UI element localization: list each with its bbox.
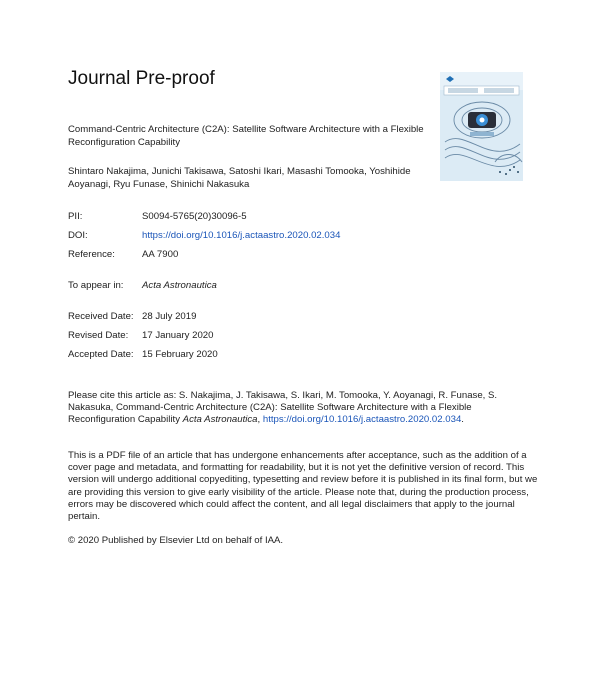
cover-illustration — [440, 72, 523, 181]
citation-doi-link[interactable]: https://doi.org/10.1016/j.actaastro.2020.02.034 — [262, 414, 462, 426]
pii-value: S0094-5765(20)30096-5 — [142, 211, 247, 222]
accepted-label: Accepted Date: — [68, 349, 134, 360]
citation-paragraph — [68, 390, 538, 427]
accepted-date: 15 February 2020 — [142, 349, 218, 360]
received-date: 28 July 2019 — [142, 311, 197, 322]
appear-label: To appear in: — [68, 280, 124, 291]
reference-value: AA 7900 — [142, 249, 179, 260]
page-title: Journal Pre-proof — [68, 68, 215, 89]
revised-label: Revised Date: — [68, 330, 129, 341]
notice-paragraph: This is a PDF file of an article that has undergone enhancements after acceptance, such as the addition of a cover page and metadata, and formatting for readability, but it is not yet the definitive version of record. This version will undergo additional copyediting, typesetting and review before it is published in its final form, but we are providing this version to give early visibility of the article. Please note that, during the production process, errors may be discovered which could affect the content, and all legal disclaimers that apply to the journal pertain. — [68, 450, 538, 523]
citation-end: . — [461, 414, 464, 426]
doi-label: DOI: — [68, 230, 88, 241]
revised-date: 17 January 2020 — [142, 330, 214, 341]
reference-label: Reference: — [68, 249, 115, 260]
pii-label: PII: — [68, 211, 83, 222]
citation-text: Please cite this article as: S. Nakajima, J. Takisawa, S. Ikari, M. Tomooka, Y. Aoyanagi, R. Funase, S. Nakasuka, Command-Centric Architecture (C2A): Satellite Software Architecture with a Flexible Reconfiguration Capability — [68, 390, 498, 426]
doi-link[interactable]: https://doi.org/10.1016/j.actaastro.2020.02.034 — [142, 230, 341, 241]
copyright-notice: © 2020 Published by Elsevier Ltd on behalf of IAA. — [68, 535, 284, 546]
article-authors: Shintaro Nakajima, Junichi Takisawa, Satoshi Ikari, Masashi Tomooka, Yoshihide Aoyanagi, Ryu Funase, Shinichi Nakasuka — [68, 166, 411, 190]
citation-separator: , — [257, 414, 263, 426]
article-title: Command-Centric Architecture (C2A): Satellite Software Architecture with a Flexible Reconfiguration Capability — [68, 124, 424, 148]
journal-cover-image — [440, 72, 523, 181]
received-label: Received Date: — [68, 311, 134, 322]
journal-name: Acta Astronautica — [142, 280, 217, 291]
citation-journal: Acta Astronautica — [182, 414, 258, 426]
